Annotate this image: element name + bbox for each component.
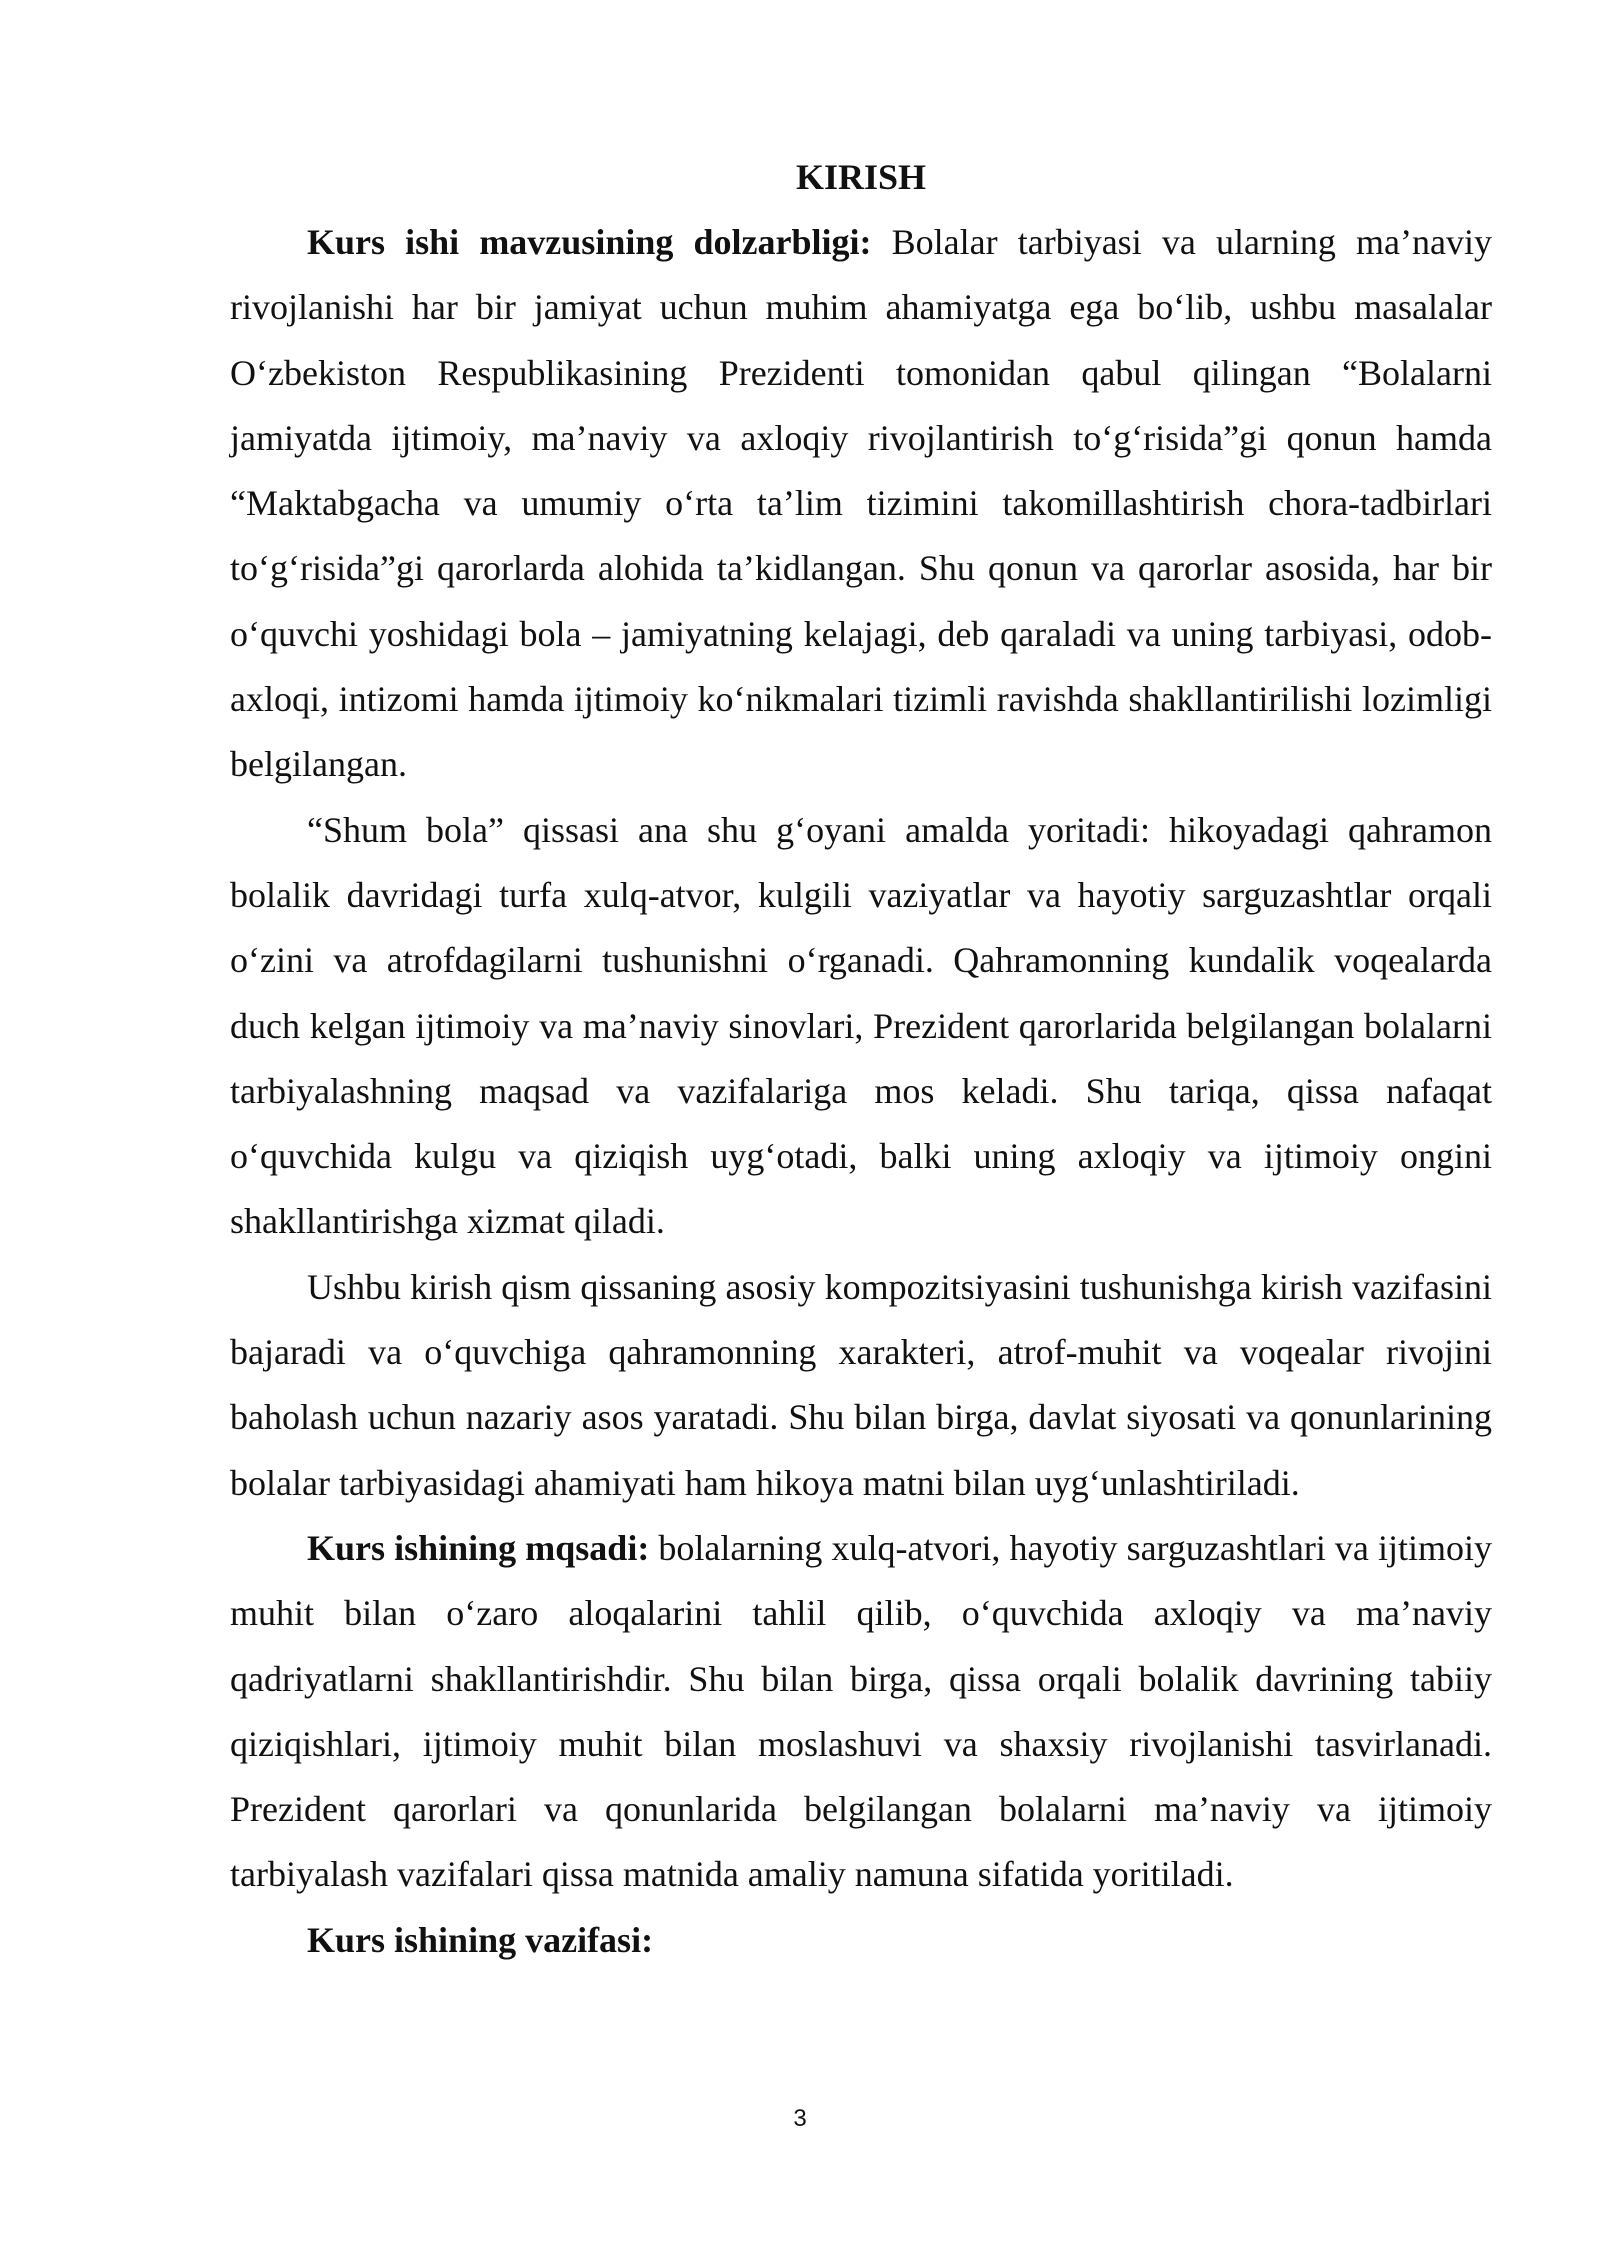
page-heading: KIRISH xyxy=(795,157,927,197)
paragraph-tasks xyxy=(230,1908,1492,1973)
paragraph-text: Ushbu kirish qism qissaning asosiy kompozitsiyasini tushunishga kirish vazifasini bajaradi va o‘quvchiga qahramonning xarakteri, atrof-muhit va voqealar rivojini baholash uchun nazariy asos yaratadi. Shu bilan birga, davlat siyosati va qonunlarining bolalar tarbiyasidagi ahamiyati ham hikoya matni bilan uyg‘unlashtiriladi. xyxy=(230,1266,1492,1503)
paragraph-lead: Kurs ishining mqsadi: xyxy=(307,1527,650,1568)
page-body xyxy=(230,145,1492,1973)
paragraph-lead: Kurs ishi mavzusining dolzarbligi: xyxy=(307,222,872,262)
paragraph-lead: Kurs ishining vazifasi: xyxy=(307,1919,654,1960)
paragraph-text: bolalarning xulq-atvori, hayotiy sarguzashtlari va ijtimoiy muhit bilan o‘zaro aloqalarini tahlil qilib, o‘quvchida axloqiy va ma’naviy qadriyatlarni shakllantirishdir. Shu bilan birga, qissa orqali bolalik davrining tabiiy qiziqishlari, ijtimoiy muhit bilan moslashuvi va shaxsiy rivojlanishi tasvirlanadi. Prezident qarorlari va qonunlarida belgilangan bolalarni ma’naviy va ijtimoiy tarbiyalash vazifalari qissa matnida amaliy namuna sifatida yoritiladi. xyxy=(230,1527,1493,1895)
paragraph-shum-bola xyxy=(230,798,1492,1255)
paragraph-introduction-role xyxy=(230,1255,1492,1516)
paragraph-text: “Shum bola” qissasi ana shu g‘oyani amalda yoritadi: hikoyadagi qahramon bolalik davridagi turfa xulq-atvor, kulgili vaziyatlar va hayotiy sarguzashtlar orqali o‘zini va atrofdagilarni tushunishni o‘rganadi. Qahramonning kundalik voqealarda duch kelgan ijtimoiy va ma’naviy sinovlari, Prezident qarorlarida belgilangan bolalarni tarbiyalashning maqsad va vazifalariga mos keladi. Shu tariqa, qissa nafaqat o‘quvchida kulgu va qiziqish uyg‘otadi, balki uning axloqiy va ijtimoiy ongini shakllantirishga xizmat qiladi. xyxy=(230,809,1492,1242)
paragraph-goal xyxy=(230,1516,1492,1908)
paragraph-relevance xyxy=(230,210,1492,798)
paragraph-text: Bolalar tarbiyasi va ularning ma’naviy rivojlanishi har bir jamiyat uchun muhim ahamiyatga ega bo‘lib, ushbu masalalar O‘zbekiston Respublikasining Prezidenti tomonidan qabul qilingan “Bolalarni jamiyatda ijtimoiy, ma’naviy va axloqiy rivojlantirish to‘g‘risida”gi qonun hamda “Maktabgacha va umumiy o‘rta ta’lim tizimini takomillashtirish chora-tadbirlari to‘g‘risida”gi qarorlarda alohida ta’kidlangan. Shu qonun va qarorlar asosida, har bir o‘quvchi yoshidagi bola – jamiyatning kelajagi, deb qaraladi va uning tarbiyasi, odob-axloqi, intizomi hamda ijtimoiy ko‘nikmalari tizimli ravishda shakllantirilishi lozimligi belgilangan. xyxy=(230,222,1492,785)
page-number: 3 xyxy=(793,2105,807,2132)
